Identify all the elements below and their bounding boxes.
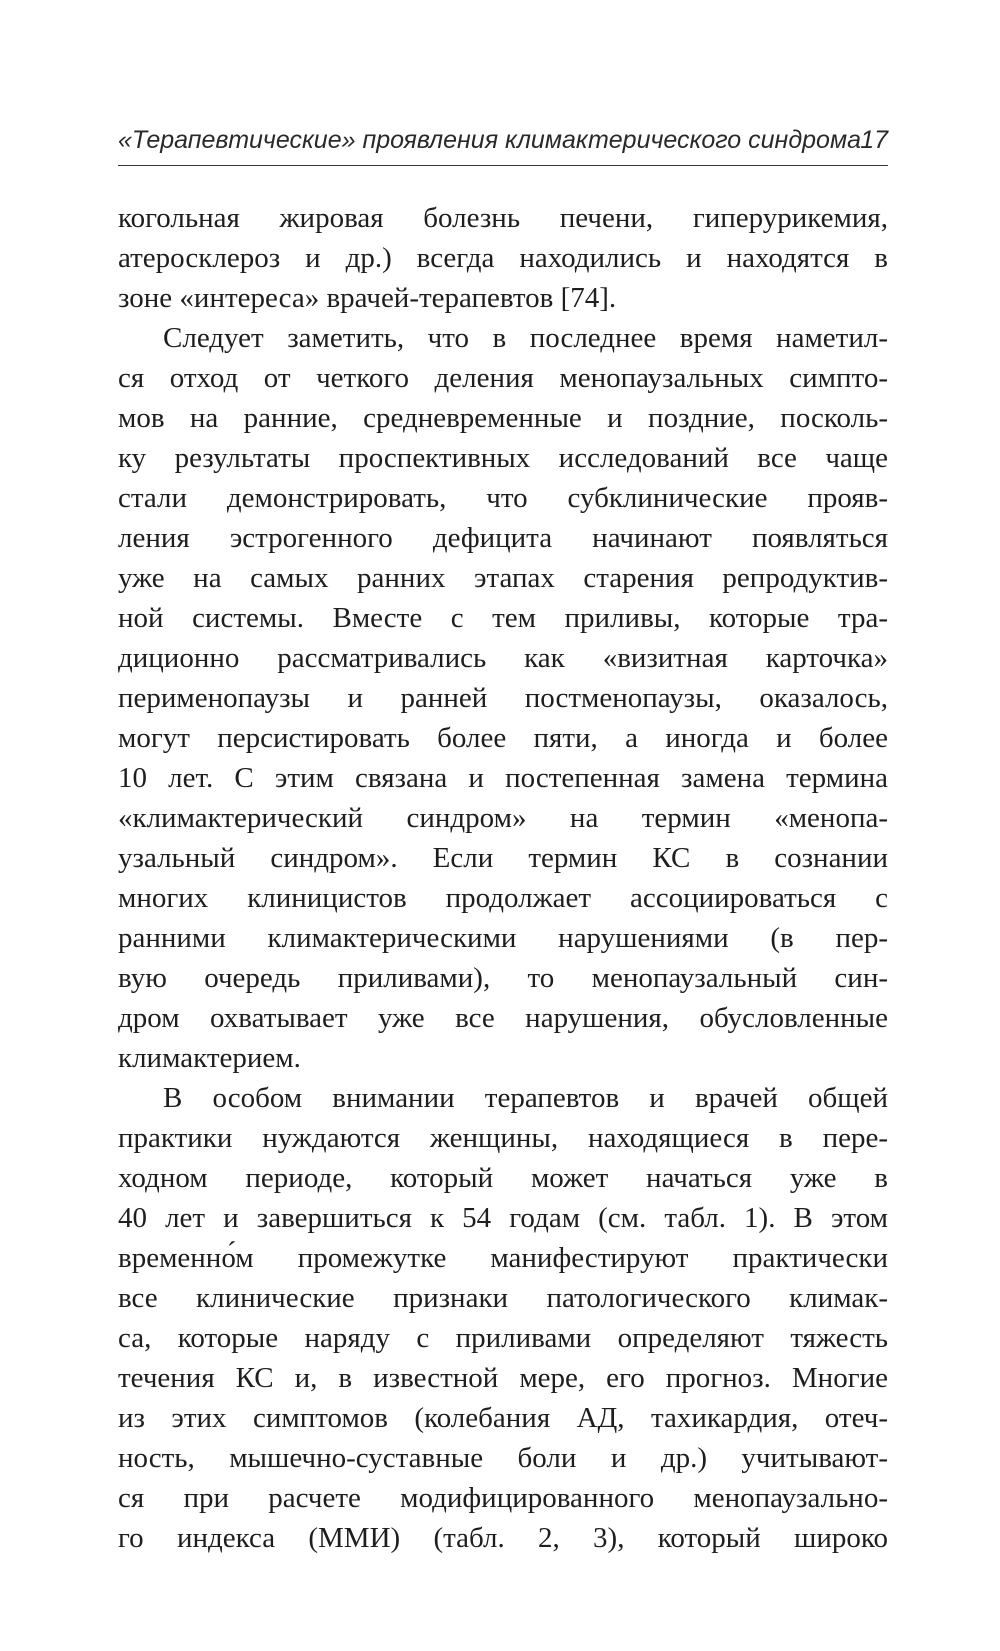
header-rule (118, 165, 888, 166)
text-line: ся при расчете модифицированного менопаузально- (118, 1482, 888, 1514)
text-line: вую очередь приливами), то менопаузальный син- (118, 962, 888, 994)
text-line: течения КС и, в известной мере, его прогноз. Многие (118, 1362, 888, 1394)
text-line: ся отход от четкого деления менопаузальных симпто- (118, 362, 888, 394)
text-line: когольная жировая болезнь печени, гиперурикемия, (118, 202, 888, 234)
text-line: 10 лет. С этим связана и постепенная замена термина (118, 762, 888, 794)
text-line: уже на самых ранних этапах старения репродуктив- (118, 562, 888, 594)
text-line: из этих симптомов (колебания АД, тахикардия, отеч- (118, 1402, 888, 1434)
text-line: атеросклероз и др.) всегда находились и находятся в (118, 242, 888, 274)
text-line: практики нуждаются женщины, находящиеся в пере- (118, 1122, 888, 1154)
text-line: «климактерический синдром» на термин «менопа- (118, 802, 888, 834)
text-line: ходном периоде, который может начаться уже в (118, 1162, 888, 1194)
text-line: ления эстрогенного дефицита начинают появляться (118, 522, 888, 554)
text-line: все клинические признаки патологического климак- (118, 1282, 888, 1314)
text-line: стали демонстрировать, что субклинические прояв- (118, 482, 888, 514)
text-line: са, которые наряду с приливами определяют тяжесть (118, 1322, 888, 1354)
text-line: ку результаты проспективных исследований все чаще (118, 442, 888, 474)
text-line: узальный синдром». Если термин КС в сознании (118, 842, 888, 874)
text-line: многих клиницистов продолжает ассоциироваться с (118, 882, 888, 914)
running-title: «Терапевтические» проявления климактерического синдрома (118, 126, 861, 154)
body-text (118, 198, 888, 1558)
text-line: могут персистировать более пяти, а иногда и более (118, 722, 888, 754)
text-line: Следует заметить, что в последнее время наметил- (163, 322, 888, 354)
paragraph-3 (118, 1078, 888, 1558)
text-line: дром охватывает уже все нарушения, обусловленные (118, 1002, 888, 1034)
text-line: зоне «интереса» врачей-терапевтов [74]. (118, 282, 617, 314)
text-line: В особом внимании терапевтов и врачей общей (163, 1082, 888, 1114)
text-line: климактерием. (118, 1042, 301, 1074)
paragraph-2 (118, 318, 888, 1078)
text-line: ность, мышечно-суставные боли и др.) учитывают- (118, 1442, 888, 1474)
text-line: диционно рассматривались как «визитная карточка» (118, 642, 888, 674)
text-line: перименопаузы и ранней постменопаузы, оказалось, (118, 682, 888, 714)
text-line: 40 лет и завершиться к 54 годам (см. табл. 1). В этом (118, 1202, 888, 1234)
running-head (118, 120, 888, 160)
paragraph-1 (118, 198, 888, 318)
text-line: ной системы. Вместе с тем приливы, которые тра- (118, 602, 888, 634)
text-line: мов на ранние, средневременные и поздние, посколь- (118, 402, 888, 434)
text-line: ранними климактерическими нарушениями (в пер- (118, 922, 888, 954)
page-number: 17 (860, 126, 888, 154)
text-line: временно́м промежутке манифестируют практически (118, 1242, 888, 1274)
text-line: го индекса (ММИ) (табл. 2, 3), который широко (118, 1522, 888, 1554)
